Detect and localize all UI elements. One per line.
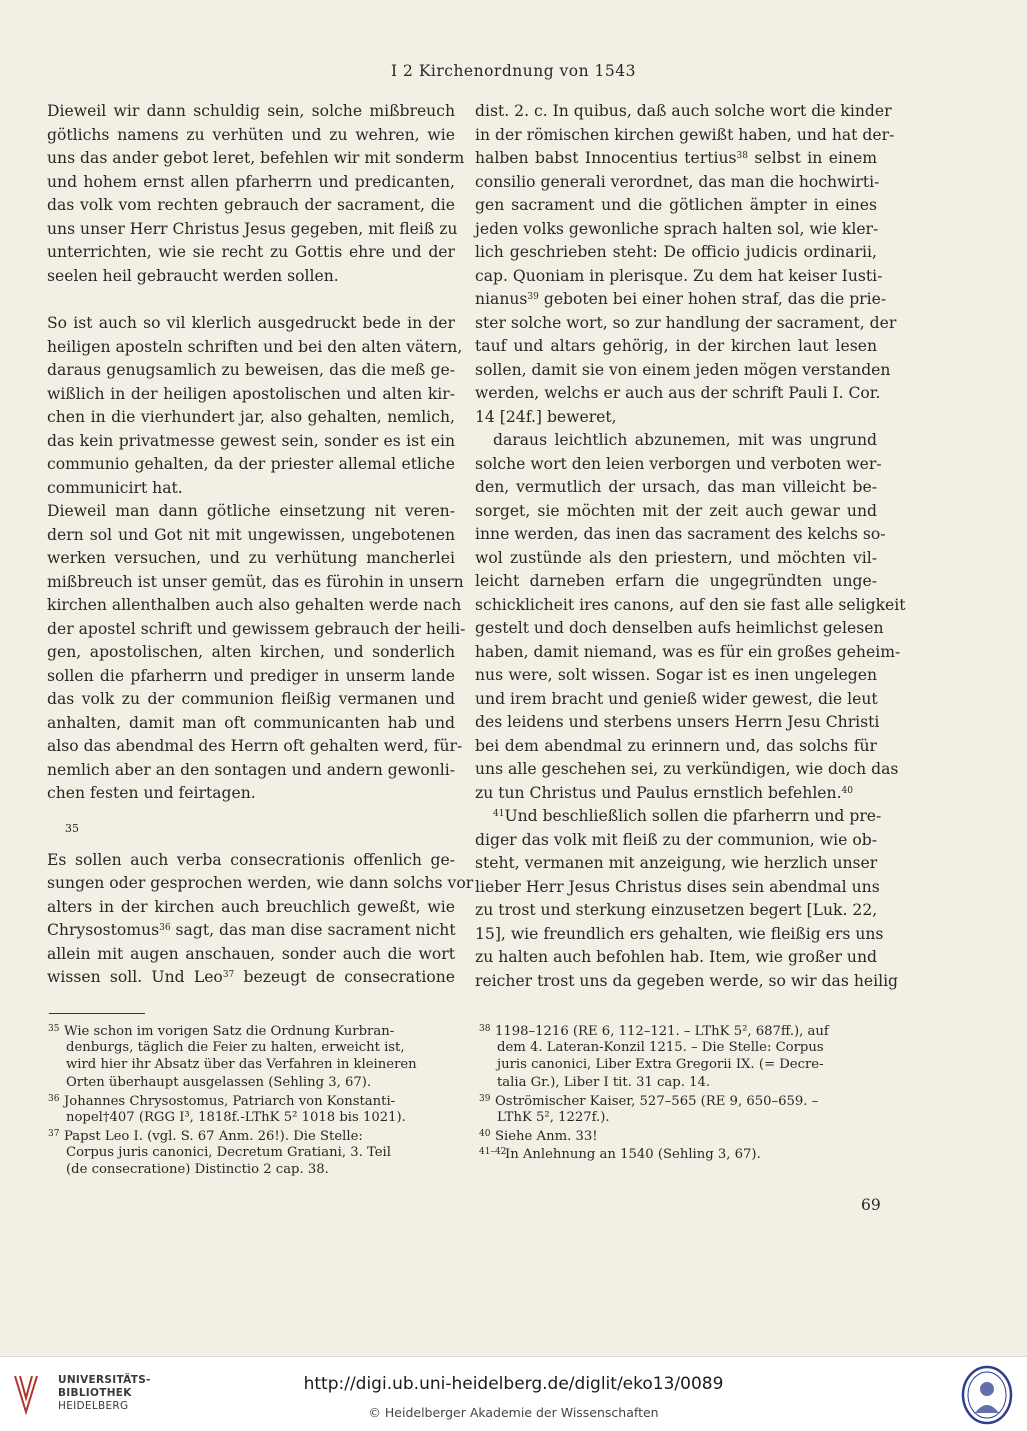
para4-line: alters in der kirchen auch breuchlich geweßt, wie: [47, 897, 455, 916]
right-line: gen sacrament und die götlichen ämpter in eines: [475, 196, 877, 214]
right-line: bei dem abendmal zu erinnern und, das solchs für: [475, 736, 877, 755]
para2-line: das kein privatmesse gewest sein, sonder es ist ein: [47, 431, 455, 450]
para2-line: So ist auch so vil klerlich ausgedruckt bede in der: [47, 314, 455, 332]
right-line: werden, welchs er auch aus der schrift Pauli I. Cor.: [475, 384, 881, 402]
right-line: nus were, solt wissen. Sogar ist es inen ungelegen: [475, 666, 877, 684]
para3-line: Dieweil man dann götliche einsetzung nit veren-: [47, 502, 455, 520]
left-column: [47, 100, 474, 990]
para3-line: das volk zu der communion fleißig vermanen und: [47, 690, 455, 708]
right-line: haben, damit niemand, was es für ein großes geheim-: [475, 642, 901, 661]
paragraph-1: [47, 100, 465, 288]
para2-line: communicirt hat.: [47, 478, 183, 497]
right-line: leicht darneben erfarn die ungegründten unge-: [475, 572, 877, 590]
footnote-mark: 36: [48, 1094, 60, 1104]
right-line: und irem bracht und genieß wider gewest, die leut: [475, 689, 878, 708]
right-line: in der römischen kirchen gewißt haben, und hat der-: [475, 125, 895, 144]
footnote-ref-36[interactable]: 36: [159, 923, 171, 933]
footnote-mark: 35: [48, 1024, 60, 1034]
right-line: sollen, damit sie von einem jeden mögen verstanden: [475, 360, 891, 379]
footer-bar: [0, 1356, 1027, 1431]
footnote-mark: 39: [479, 1094, 491, 1104]
para1-line: götlichs namens zu verhüten und zu wehren, wie: [47, 125, 455, 144]
para1-line: seelen heil gebraucht werden sollen.: [47, 266, 339, 285]
footnote-mark: 41–42: [479, 1146, 507, 1157]
academy-seal-icon[interactable]: [961, 1365, 1013, 1425]
right-line: reicher trost uns da gegeben werde, so wir das heilig: [475, 971, 899, 990]
footnote-mark: 40: [479, 1129, 491, 1139]
para4-line: sungen oder gesprochen werden, wie dann solchs vor: [47, 874, 474, 892]
para3-line: nemlich aber an den sontagen und andern gewonli-: [47, 760, 455, 779]
para3-line: werken versuchen, und zu verhütung mancherlei: [47, 549, 455, 567]
footnote-ref-38[interactable]: 38: [736, 151, 748, 161]
right-line: des leidens und sterbens unsers Herrn Jesu Christi: [475, 713, 880, 731]
footnote-ref-37[interactable]: 37: [222, 970, 235, 980]
right-line: tauf und altars gehörig, in der kirchen laut lesen: [475, 337, 877, 355]
footnote-mark: 38: [479, 1024, 491, 1034]
copyright-notice: © Heidelberger Akademie der Wissenschaften: [368, 1405, 659, 1420]
footnote-35: 35 Wie schon im vorigen Satz die Ordnung Kurbran- denburgs, täglich die Feier zu halten, erweicht ist, wird hier ihr Absatz über das Verfahren in kleineren Orten überhaupt ausgelassen (Sehling 3, 67).: [48, 1021, 458, 1091]
right-line: steht, vermanen mit anzeigung, wie herzlich unser: [475, 854, 878, 872]
para1-line: Dieweil wir dann schuldig sein, solche mißbreuch: [47, 102, 455, 120]
right-line: jeden volks gewonliche sprach halten sol, wie kler-: [475, 219, 879, 238]
right-line: 15], wie freundlich ers gehalten, wie fleißig ers uns: [475, 924, 884, 943]
para3-line: der apostel schrift und gewissem gebrauch der heili-: [47, 619, 466, 638]
para1-line: unterrichten, wie sie recht zu Gottis ehre und der: [47, 243, 455, 261]
para2-line: communio gehalten, da der priester allemal etliche: [47, 455, 455, 473]
right-line: schicklicheit ires canons, auf den sie fast alle seligkeit: [475, 595, 906, 614]
para2-line: daraus genugsamlich zu beweisen, das die meß ge-: [47, 361, 455, 379]
page-number: 69: [861, 1196, 881, 1214]
footnote-36: 36 Johannes Chrysostomus, Patriarch von Konstanti- nopel†407 (RGG I³, 1818f.-LThK 5² 1018 bis 1021).: [48, 1091, 458, 1126]
right-line: zu halten auch befohlen hab. Item, wie großer und: [475, 948, 877, 966]
right-line: 14 [24f.] beweret,: [475, 407, 617, 426]
right-line: gestelt und doch denselben aufs heimlichst gelesen: [475, 619, 884, 637]
para3-line: chen festen und feirtagen.: [47, 784, 256, 802]
para1-line: das volk vom rechten gebrauch der sacrament, die: [47, 196, 455, 214]
footnote-rule: [49, 1013, 145, 1014]
footnote-mark: 37: [48, 1129, 60, 1139]
footnotes-right: [479, 1021, 879, 1161]
right-line: wol zustünde als den priestern, und möchten vil-: [475, 548, 877, 567]
footnote-39: 39 Oströmischer Kaiser, 527–565 (RE 9, 650–659. – LThK 5², 1227f.).: [479, 1091, 879, 1126]
footnote-37: 37 Papst Leo I. (vgl. S. 67 Anm. 26!). Die Stelle: Corpus juris canonici, Decretum Gratiani, 3. Teil (de consecratione) Distinctio 2 cap. 38.: [48, 1126, 458, 1179]
para3-line: gen, apostolischen, alten kirchen, und sonderlich: [47, 643, 455, 661]
right-line: uns alle geschehen sei, zu verkündigen, wie doch das: [475, 760, 899, 778]
para1-line: und hohem ernst allen pfarherrn und predicanten,: [47, 172, 455, 191]
para3-line: also das abendmal des Herrn oft gehalten werd, für-: [47, 737, 463, 755]
para3-line: kirchen allenthalben auch also gehalten werde nach: [47, 596, 462, 614]
para3-line: dern sol und Got nit mit ungewissen, ungebotenen: [47, 525, 455, 544]
paragraph-3: [47, 500, 466, 806]
para1-line: uns das ander gebot leret, befehlen wir mit sonderm: [47, 149, 465, 167]
footnote-40: 40 Siehe Anm. 33!: [479, 1126, 879, 1144]
right-line: inne werden, das inen das sacrament des kelchs so-: [475, 525, 886, 543]
footnote-38: 38 1198–1216 (RE 6, 112–121. – LThK 5², 687ff.), auf dem 4. Lateran-Konzil 1215. – Die Stelle: Corpus juris canonici, Liber Extra Gregorii IX. (= Decre- talia Gr.), Liber I tit. 31 cap. 14.: [479, 1021, 879, 1091]
right-line: lieber Herr Jesus Christus dises sein abendmal uns: [475, 877, 880, 896]
para3-line: anhalten, damit man oft communicanten hab und: [47, 713, 455, 732]
para4-line: Es sollen auch verba consecrationis offenlich ge-: [47, 850, 455, 869]
right-line: lich geschrieben steht: De officio judicis ordinarii,: [475, 243, 877, 261]
para2-line: chen in die vierhundert jar, also gehalten, nemlich,: [47, 408, 455, 426]
section-number: 35: [65, 821, 79, 835]
para3-line: mißbreuch ist unser gemüt, das es fürohin in unsern: [47, 572, 464, 591]
right-line: dist. 2. c. In quibus, daß auch solche wort die kinder: [475, 102, 892, 120]
right-line: daraus leichtlich abzunemen, mit was ungrund: [493, 431, 877, 449]
footnote-ref-41[interactable]: 41: [493, 809, 505, 819]
para2-line: wißlich in der heiligen apostolischen und alten kir-: [47, 384, 455, 403]
library-name[interactable]: UNIVERSITÄTS- BIBLIOTHEK HEIDELBERG: [58, 1374, 151, 1412]
para3-line: sollen die pfarherrn und prediger in unserm lande: [47, 666, 455, 685]
para1-line: uns unser Herr Christus Jesus gegeben, mit fleiß zu: [47, 219, 458, 238]
right-line: diger das volk mit fleiß zu der communion, wie ob-: [475, 830, 877, 849]
running-header: I 2 Kirchenordnung von 1543: [390, 62, 636, 80]
footnotes-left: [48, 1021, 458, 1179]
right-line: zu trost und sterkung einzusetzen begert [Luk. 22,: [475, 901, 878, 919]
paragraph-2: [47, 312, 463, 500]
right-column: dist. 2. c. In quibus, daß auch solche wort die kinder in der römischen kirchen gewißt haben, und hat der- halben babst Innocentius tertius$^{38}$ selbst in einem consilio generali verordnet, das man die hochwirti- gen sacrament und die götlichen ämpter in eines jeden volks gewonliche sprach halten sol, wie kler- lich geschrieben steht: De officio judicis ordinarii, cap. Quoniam in plerisque. Zu dem hat keiser Iusti- nianus$^{39}$ geboten bei einer hohen straf, das die prie- ster solche wort, so zur handlung der sacrament, der tauf und altars gehörig, in der kirchen laut lesen sollen, damit sie von einem jeden mögen verstanden werden, welchs er auch aus der schrift Pauli I. Cor. 14 [24f.] beweret, daraus leichtlich abzunemen, mit was ungrund solche wort den leien verborgen und verboten wer- den, vermutlich der ursach, das man villeicht be- sorget, sie möchten mit der zeit auch gewar und inne werden, das inen das sacrament des kelchs so- wol zustünde als den priestern, und möchten vil- leicht darneben erfarn die ungegründten unge- schicklicheit ires canons, auf den sie fast alle seligkeit gestelt und doch denselben aufs heimlichst gelesen haben, damit niemand, was es für ein großes geheim- nus were, solt wissen. Sogar ist es inen ungelegen und irem bracht und genieß wider gewest, die leut des leidens und sterbens unsers Herrn Jesu Christi bei dem abendmal zu erinnern und, das solchs für uns alle geschehen sei, zu verkündigen, wie doch das zu tun Christus und Paulus ernstlich befehlen.$^{40}$ $^{41}$Und beschließlich sollen die pfarherrn und pre- diger das volk mit fleiß zu der communion, wie ob- steht, vermanen mit anzeigung, wie herzlich unser lieber Herr Jesus Christus dises sein abendmal uns zu trost und sterkung einzusetzen begert [Luk. 22, 15], wie freundlich ers gehalten, wie fleißig ers uns zu halten auch befohlen hab. Item, wie großer und reicher trost uns da gegeben werde, so wir das heilig: [475, 100, 877, 993]
right-line: cap. Quoniam in plerisque. Zu dem hat keiser Iusti-: [475, 266, 883, 285]
para2-line: heiligen aposteln schriften und bei den alten vätern,: [47, 337, 463, 356]
footnote-ref-39[interactable]: 39: [527, 292, 539, 302]
footnote-ref-40[interactable]: 40: [841, 785, 853, 796]
paragraph-4: Es sollen auch verba consecrationis offenlich ge- sungen oder gesprochen werden, wie dann solchs vor alters in der kirchen auch breuchlich geweßt, wie Chrysostomus$^{36}$ sagt, das man dise sacrament nicht allein mit augen anschauen, sonder auch die wort wissen soll. Und Leo$^{37}$ bezeugt de consecratione: [47, 850, 474, 986]
right-line: ster solche wort, so zur handlung der sacrament, der: [475, 313, 897, 332]
right-line: den, vermutlich der ursach, das man villeicht be-: [475, 478, 877, 496]
digital-url-link[interactable]: http://digi.ub.uni-heidelberg.de/diglit/eko13/0089: [303, 1374, 724, 1394]
right-line: consilio generali verordnet, das man die hochwirti-: [475, 172, 880, 191]
footnote-41–42: 41–42In Anlehnung an 1540 (Sehling 3, 67).: [479, 1144, 879, 1162]
right-line: sorget, sie möchten mit der zeit auch gewar und: [475, 501, 877, 520]
right-line: solche wort den leien verborgen und verboten wer-: [475, 454, 882, 473]
